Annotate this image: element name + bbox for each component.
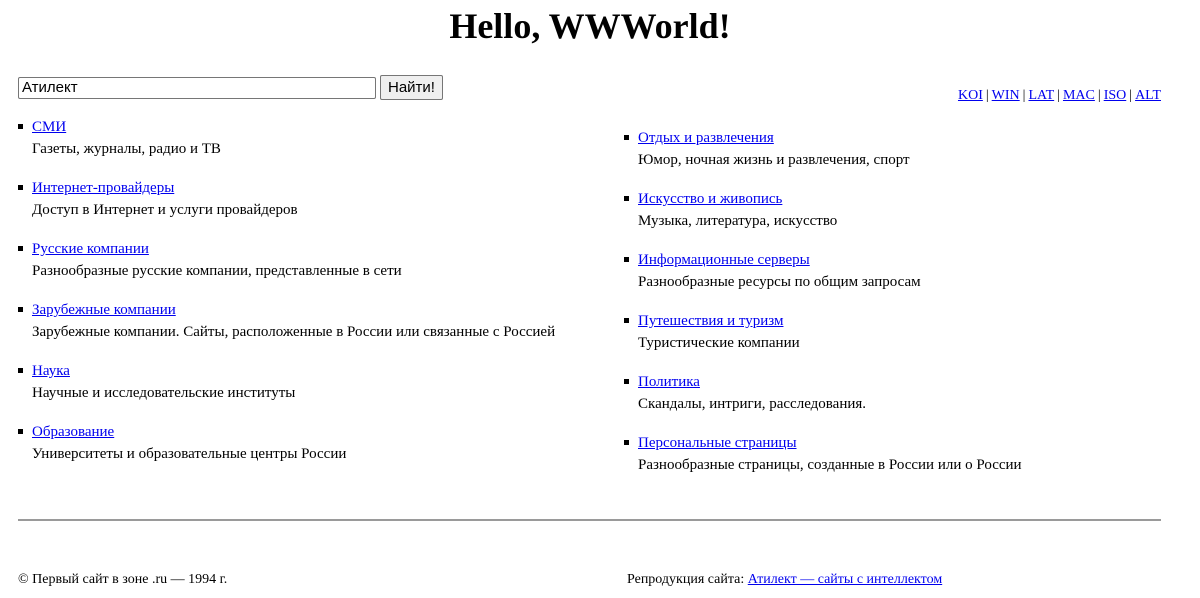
footer-repro-label: Репродукция сайта: [627, 572, 745, 587]
search-input[interactable] [18, 77, 376, 99]
bullet-icon [18, 307, 23, 312]
category-item-personal-pages [624, 432, 1164, 476]
category-description: Разнообразные ресурсы по общим запросам [638, 274, 921, 290]
category-link-politics[interactable]: Политика [638, 374, 700, 390]
encoding-separator: | [1057, 88, 1060, 103]
encoding-separator: | [1097, 88, 1101, 103]
category-description: Скандалы, интриги, расследования. [638, 396, 867, 412]
encoding-link-koi[interactable]: KOI [957, 88, 983, 103]
encoding-link-mac[interactable]: MAC [1062, 88, 1095, 103]
category-item-travel [624, 310, 1164, 354]
encoding-switcher [958, 87, 1161, 105]
search-form [18, 75, 443, 100]
bullet-icon [624, 257, 629, 262]
category-description: Юмор, ночная жизнь и развлечения, спорт [638, 152, 910, 168]
bullet-icon [624, 196, 629, 201]
encoding-link-alt[interactable]: ALT [1135, 88, 1161, 103]
encoding-separator: | [1129, 88, 1133, 103]
category-link-art[interactable]: Искусство и живопись [638, 191, 783, 207]
category-link-travel[interactable]: Путешествия и туризм [638, 313, 784, 329]
category-description: Разнообразные русские компании, представленные в сети [32, 263, 402, 279]
category-item-politics [624, 371, 1164, 415]
bullet-icon [18, 246, 23, 251]
footer-reproduction [627, 570, 942, 590]
bullet-icon [18, 429, 23, 434]
bullet-icon [18, 185, 23, 190]
category-item-art [624, 188, 1164, 232]
bullet-icon [18, 368, 23, 373]
category-link-isp[interactable]: Интернет-провайдеры [32, 180, 175, 196]
category-description: Зарубежные компании. Сайты, расположенные в России или связанные с Россией [32, 324, 556, 340]
category-description: Туристические компании [638, 335, 800, 351]
bullet-icon [624, 440, 629, 445]
category-description: Разнообразные страницы, созданные в России или о России [638, 457, 1022, 473]
category-item-education [18, 421, 558, 465]
category-item-media [18, 116, 558, 160]
category-description: Газеты, журналы, радио и ТВ [32, 141, 221, 157]
category-item-isp [18, 177, 558, 221]
category-link-foreign-companies[interactable]: Зарубежные компании [32, 302, 176, 318]
footer-repro-link[interactable]: Атилект — сайты с интеллектом [747, 572, 943, 587]
category-description: Доступ в Интернет и услуги провайдеров [32, 202, 298, 218]
category-description: Научные и исследовательские институты [32, 385, 296, 401]
category-item-science [18, 360, 558, 404]
category-link-russian-companies[interactable]: Русские компании [32, 241, 149, 257]
bullet-icon [624, 135, 629, 140]
encoding-link-lat[interactable]: LAT [1028, 88, 1055, 103]
page-title: Hello, WWWorld! [449, 6, 731, 46]
footer-copyright: © Первый сайт в зоне .ru — 1994 г. [18, 572, 228, 587]
search-button[interactable]: Найти! [380, 75, 443, 100]
category-list-right [624, 127, 1164, 493]
encoding-separator: | [1022, 88, 1026, 103]
encoding-link-win[interactable]: WIN [991, 88, 1020, 103]
bullet-icon [624, 318, 629, 323]
category-item-info-servers [624, 249, 1164, 293]
category-list-left [18, 116, 558, 482]
encoding-separator: | [985, 88, 989, 103]
category-link-media[interactable]: СМИ [32, 119, 67, 135]
category-link-science[interactable]: Наука [32, 363, 70, 379]
category-link-info-servers[interactable]: Информационные серверы [638, 252, 810, 268]
category-item-russian-companies [18, 238, 558, 282]
category-item-foreign-companies [18, 299, 558, 343]
category-link-personal-pages[interactable]: Персональные страницы [638, 435, 797, 451]
bullet-icon [18, 124, 23, 129]
category-description: Университеты и образовательные центры России [32, 446, 347, 462]
footer-divider [18, 519, 1161, 521]
category-link-education[interactable]: Образование [32, 424, 115, 440]
bullet-icon [624, 379, 629, 384]
encoding-link-iso[interactable]: ISO [1103, 88, 1127, 103]
category-link-leisure[interactable]: Отдых и развлечения [638, 130, 774, 146]
category-description: Музыка, литература, искусство [638, 213, 838, 229]
category-item-leisure [624, 127, 1164, 171]
